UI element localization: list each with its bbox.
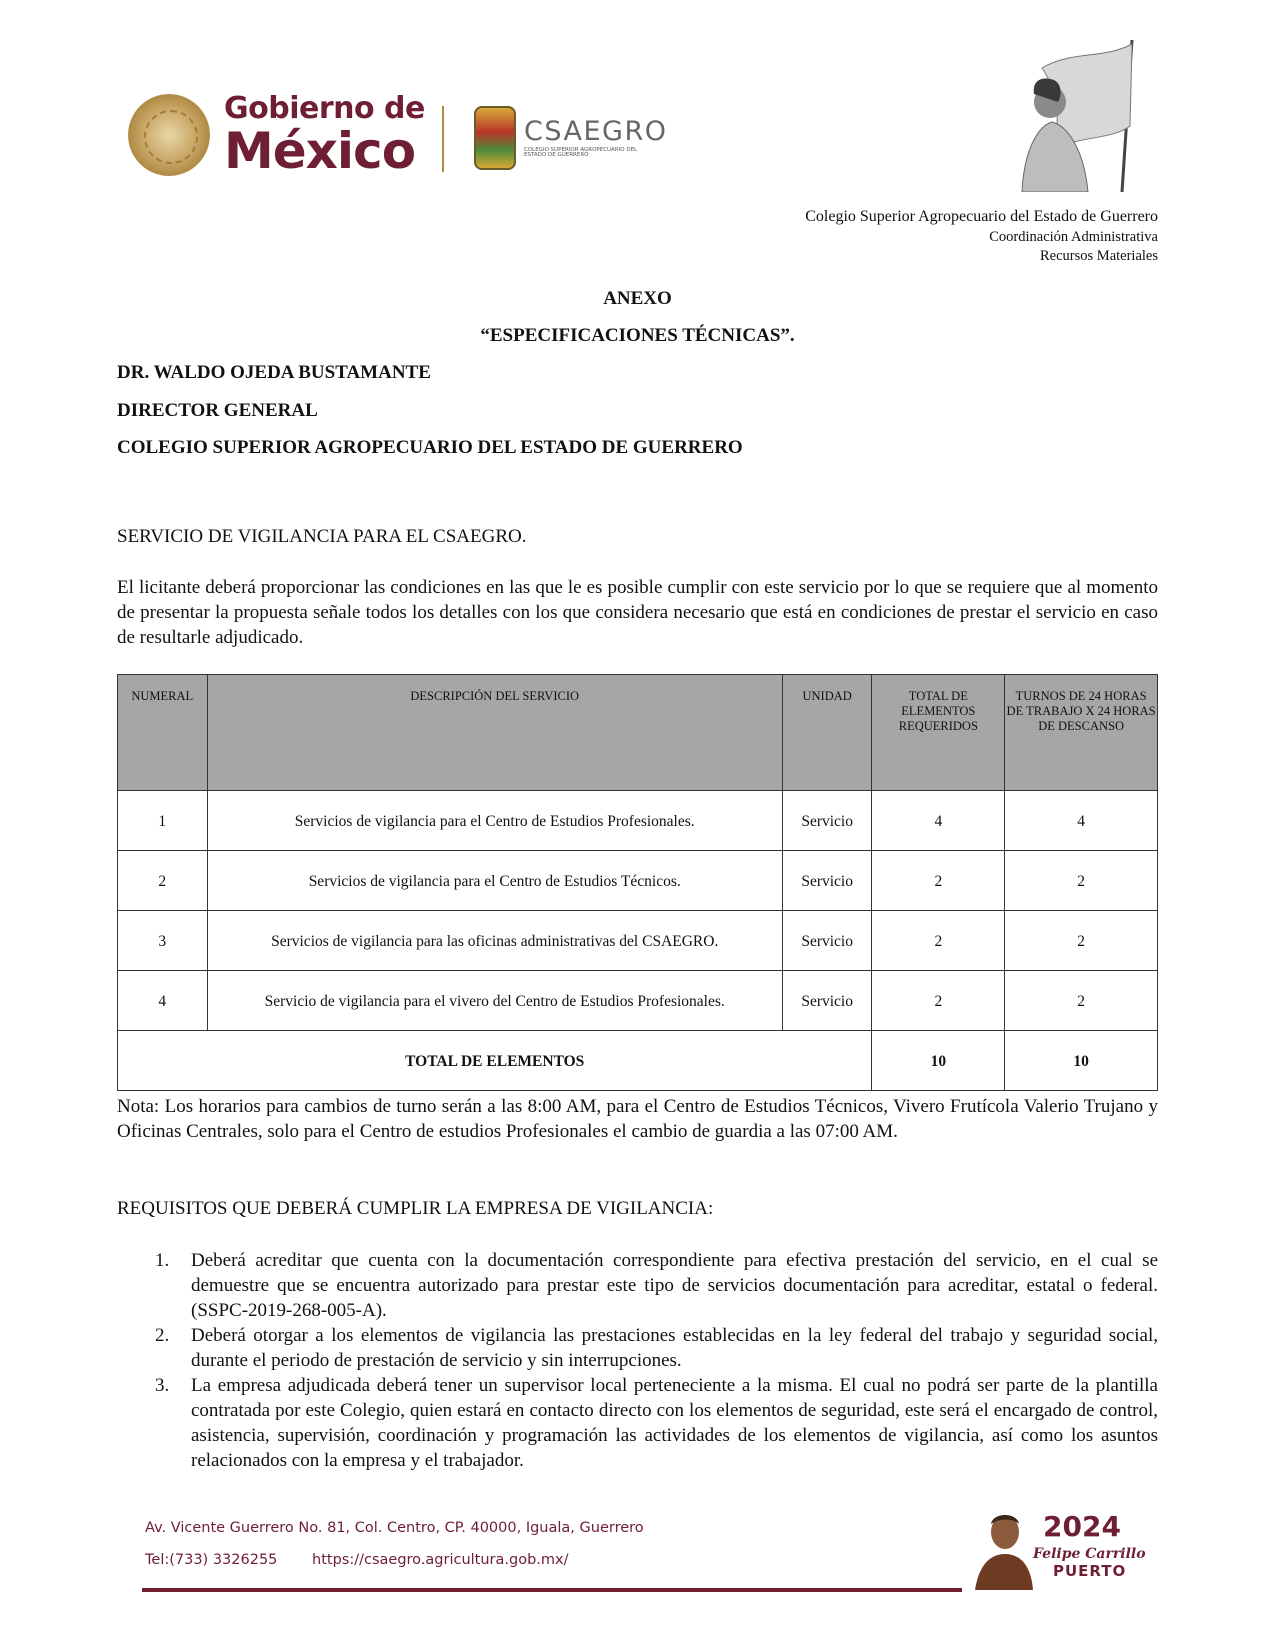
cell-total: 2 bbox=[872, 971, 1005, 1031]
footer-url[interactable]: https://csaegro.agricultura.gob.mx/ bbox=[312, 1552, 569, 1568]
cell-numeral: 2 bbox=[118, 851, 208, 911]
cell-shifts: 2 bbox=[1005, 971, 1158, 1031]
requirements-list bbox=[117, 1248, 1158, 1473]
institution-line1: Colegio Superior Agropecuario del Estado de Guerrero bbox=[805, 208, 1158, 225]
list-item-number: 2. bbox=[155, 1325, 170, 1346]
cell-total: 4 bbox=[872, 791, 1005, 851]
addressee-position: DIRECTOR GENERAL bbox=[117, 400, 318, 421]
total-label: TOTAL DE ELEMENTOS bbox=[118, 1031, 872, 1091]
gobierno-logo bbox=[128, 92, 425, 178]
list-item-number: 3. bbox=[155, 1375, 170, 1396]
badge-name: Felipe Carrillo bbox=[1033, 1546, 1146, 1562]
gobierno-line2: México bbox=[224, 122, 416, 180]
list-item bbox=[117, 1373, 1158, 1473]
cell-description: Servicios de vigilancia para el Centro de Estudios Profesionales. bbox=[207, 791, 782, 851]
total-elements: 10 bbox=[872, 1031, 1005, 1091]
csaegro-logo bbox=[474, 106, 667, 170]
list-item bbox=[117, 1248, 1158, 1323]
addressee-name: DR. WALDO OJEDA BUSTAMANTE bbox=[117, 362, 431, 383]
badge-surname: PUERTO bbox=[1053, 1562, 1127, 1580]
gobierno-line1: Gobierno de bbox=[224, 91, 425, 126]
csaegro-wordmark bbox=[524, 115, 668, 159]
gobierno-wordmark bbox=[224, 91, 425, 180]
institution-line2: Coordinación Administrativa bbox=[989, 229, 1158, 245]
header-shifts: TURNOS DE 24 HORAS DE TRABAJO X 24 HORAS DE DESCANSO bbox=[1005, 675, 1158, 791]
cell-total: 2 bbox=[872, 911, 1005, 971]
national-seal-icon bbox=[128, 94, 210, 176]
cell-shifts: 4 bbox=[1005, 791, 1158, 851]
cell-description: Servicios de vigilancia para las oficinas administrativas del CSAEGRO. bbox=[207, 911, 782, 971]
header-total: TOTAL DE ELEMENTOS REQUERIDOS bbox=[872, 675, 1005, 791]
logo-divider bbox=[442, 106, 444, 172]
cell-numeral: 4 bbox=[118, 971, 208, 1031]
addressee-institution: COLEGIO SUPERIOR AGROPECUARIO DEL ESTADO DE GUERRERO bbox=[117, 437, 743, 458]
cell-total: 2 bbox=[872, 851, 1005, 911]
year-badge bbox=[965, 1502, 1165, 1594]
institution-line3: Recursos Materiales bbox=[1040, 248, 1158, 264]
cell-unit: Servicio bbox=[782, 911, 872, 971]
spec-table bbox=[117, 674, 1158, 1091]
footer-contact bbox=[145, 1552, 568, 1568]
cell-unit: Servicio bbox=[782, 791, 872, 851]
list-item-number: 1. bbox=[155, 1250, 170, 1271]
shift-note: Nota: Los horarios para cambios de turno serán a las 8:00 AM, para el Centro de Estudios Técnicos, Vivero Frutícola Valerio Trujano y Oficinas Centrales, solo para el Centro de estudios Profesionales el cambio de guardia a las 07:00 AM. bbox=[117, 1096, 1158, 1142]
header-description: DESCRIPCIÓN DEL SERVICIO bbox=[207, 675, 782, 791]
spec-title: “ESPECIFICACIONES TÉCNICAS”. bbox=[480, 325, 795, 346]
table-row bbox=[118, 911, 1158, 971]
portrait-icon bbox=[973, 1506, 1035, 1590]
requirements-title: REQUISITOS QUE DEBERÁ CUMPLIR LA EMPRESA DE VIGILANCIA: bbox=[117, 1198, 714, 1219]
table-row bbox=[118, 971, 1158, 1031]
table-total-row bbox=[118, 1031, 1158, 1091]
cell-shifts: 2 bbox=[1005, 911, 1158, 971]
intro-paragraph: El licitante deberá proporcionar las condiciones en las que le es posible cumplir con este servicio por lo que se requiere que al momento de presentar la propuesta señale todos los detalles con los que considera necesario que está en condiciones de prestar el servicio en caso de resultarle adjudicado. bbox=[117, 577, 1158, 648]
list-item-text: Deberá acreditar que cuenta con la documentación correspondiente para efectiva prestación del servicio, en el cual se demuestre que se encuentra autorizado para prestar este tipo de servicios documentación para acreditar, estatal o federal. (SSPC-2019-268-005-A). bbox=[191, 1250, 1158, 1321]
total-shifts: 10 bbox=[1005, 1031, 1158, 1091]
footer-address: Av. Vicente Guerrero No. 81, Col. Centro, CP. 40000, Iguala, Guerrero bbox=[145, 1520, 644, 1536]
csaegro-title: CSAEGRO bbox=[524, 115, 668, 147]
cell-shifts: 2 bbox=[1005, 851, 1158, 911]
cell-unit: Servicio bbox=[782, 851, 872, 911]
header-unit: UNIDAD bbox=[782, 675, 872, 791]
table-header-row bbox=[118, 675, 1158, 791]
table-row bbox=[118, 791, 1158, 851]
list-item bbox=[117, 1323, 1158, 1373]
list-item-text: Deberá otorgar a los elementos de vigilancia las prestaciones establecidas en la ley federal del trabajo y seguridad social, durante el periodo de prestación de servicio y sin interrupciones. bbox=[191, 1325, 1158, 1371]
cell-description: Servicio de vigilancia para el vivero del Centro de Estudios Profesionales. bbox=[207, 971, 782, 1031]
footer-phone: Tel:(733) 3326255 bbox=[145, 1552, 278, 1568]
header-numeral: NUMERAL bbox=[118, 675, 208, 791]
list-item-text: La empresa adjudicada deberá tener un supervisor local perteneciente a la misma. El cual no podrá ser parte de la plantilla contratada por este Colegio, quien estará en contacto directo con los elementos de seguridad, este será el encargado de control, asistencia, supervisión, coordinación y programación las actividades de los elementos de vigilancia, así como los asuntos relacionados con la empresa y el trabajador. bbox=[191, 1375, 1158, 1471]
csaegro-subtitle: COLEGIO SUPERIOR AGROPECUARIO DEL ESTADO DE GUERRERO bbox=[524, 146, 638, 158]
flag-woman-illustration-icon bbox=[1002, 40, 1158, 192]
footer-rule bbox=[142, 1588, 962, 1592]
annex-title: ANEXO bbox=[603, 288, 672, 309]
cell-description: Servicios de vigilancia para el Centro de Estudios Técnicos. bbox=[207, 851, 782, 911]
cell-numeral: 1 bbox=[118, 791, 208, 851]
table-row bbox=[118, 851, 1158, 911]
cell-unit: Servicio bbox=[782, 971, 872, 1031]
badge-year: 2024 bbox=[1043, 1510, 1121, 1543]
csaegro-emblem-icon bbox=[474, 106, 516, 170]
service-title: SERVICIO DE VIGILANCIA PARA EL CSAEGRO. bbox=[117, 526, 527, 547]
cell-numeral: 3 bbox=[118, 911, 208, 971]
